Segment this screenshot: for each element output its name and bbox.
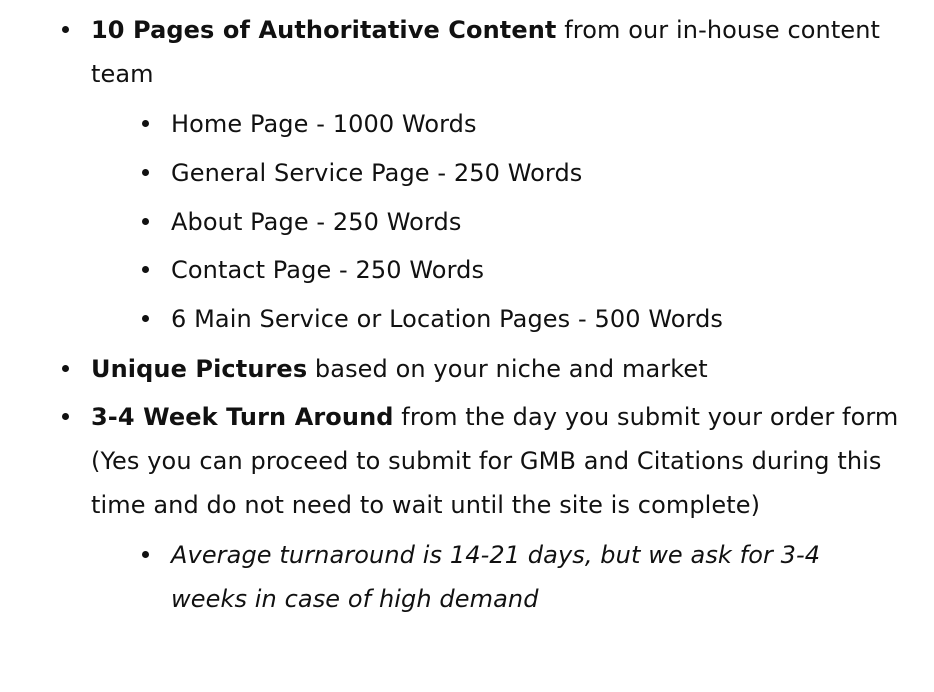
bullet-icon bbox=[142, 120, 149, 127]
bullet-icon bbox=[142, 218, 149, 225]
list-item-turnaround bbox=[0, 395, 911, 621]
list-item bbox=[171, 297, 911, 341]
bullet-icon bbox=[142, 169, 149, 176]
list-item bbox=[171, 248, 911, 292]
item-heading: Unique Pictures bbox=[91, 355, 308, 384]
bullet-icon bbox=[142, 266, 149, 273]
item-text: from the day you submit your order form (Yes you can proceed to submit for GMB and Citations during this time and do not need to wait until the site is complete) bbox=[91, 403, 899, 520]
content-pages-list bbox=[91, 102, 911, 341]
turnaround-notes-list bbox=[91, 533, 911, 621]
sub-item-text: Home Page - 1000 Words bbox=[171, 110, 477, 138]
sub-item-text: 6 Main Service or Location Pages - 500 Words bbox=[171, 305, 724, 334]
bullet-icon bbox=[142, 315, 149, 322]
sub-item-text: Average turnaround is 14-21 days, but we ask for 3-4 weeks in case of high demand bbox=[171, 541, 821, 614]
list-item bbox=[171, 200, 911, 244]
package-features-document bbox=[0, 8, 934, 692]
item-heading: 3-4 Week Turn Around bbox=[91, 403, 394, 432]
list-item bbox=[171, 151, 911, 195]
list-item bbox=[171, 533, 891, 621]
bullet-icon bbox=[62, 365, 69, 372]
bullet-icon bbox=[142, 551, 149, 558]
list-item-content bbox=[0, 8, 911, 341]
sub-item-text: Contact Page - 250 Words bbox=[171, 256, 485, 285]
list-item-pictures bbox=[0, 347, 911, 391]
feature-list bbox=[0, 8, 934, 621]
bullet-icon bbox=[62, 26, 69, 33]
list-item bbox=[171, 102, 911, 146]
sub-item-text: General Service Page - 250 Words bbox=[171, 158, 583, 187]
item-heading: 10 Pages of Authoritative Content bbox=[91, 16, 557, 44]
bullet-icon bbox=[62, 413, 69, 420]
sub-item-text: About Page - 250 Words bbox=[171, 207, 462, 236]
item-text: from our in-house content team bbox=[91, 16, 881, 88]
item-text: based on your niche and market bbox=[307, 355, 708, 384]
